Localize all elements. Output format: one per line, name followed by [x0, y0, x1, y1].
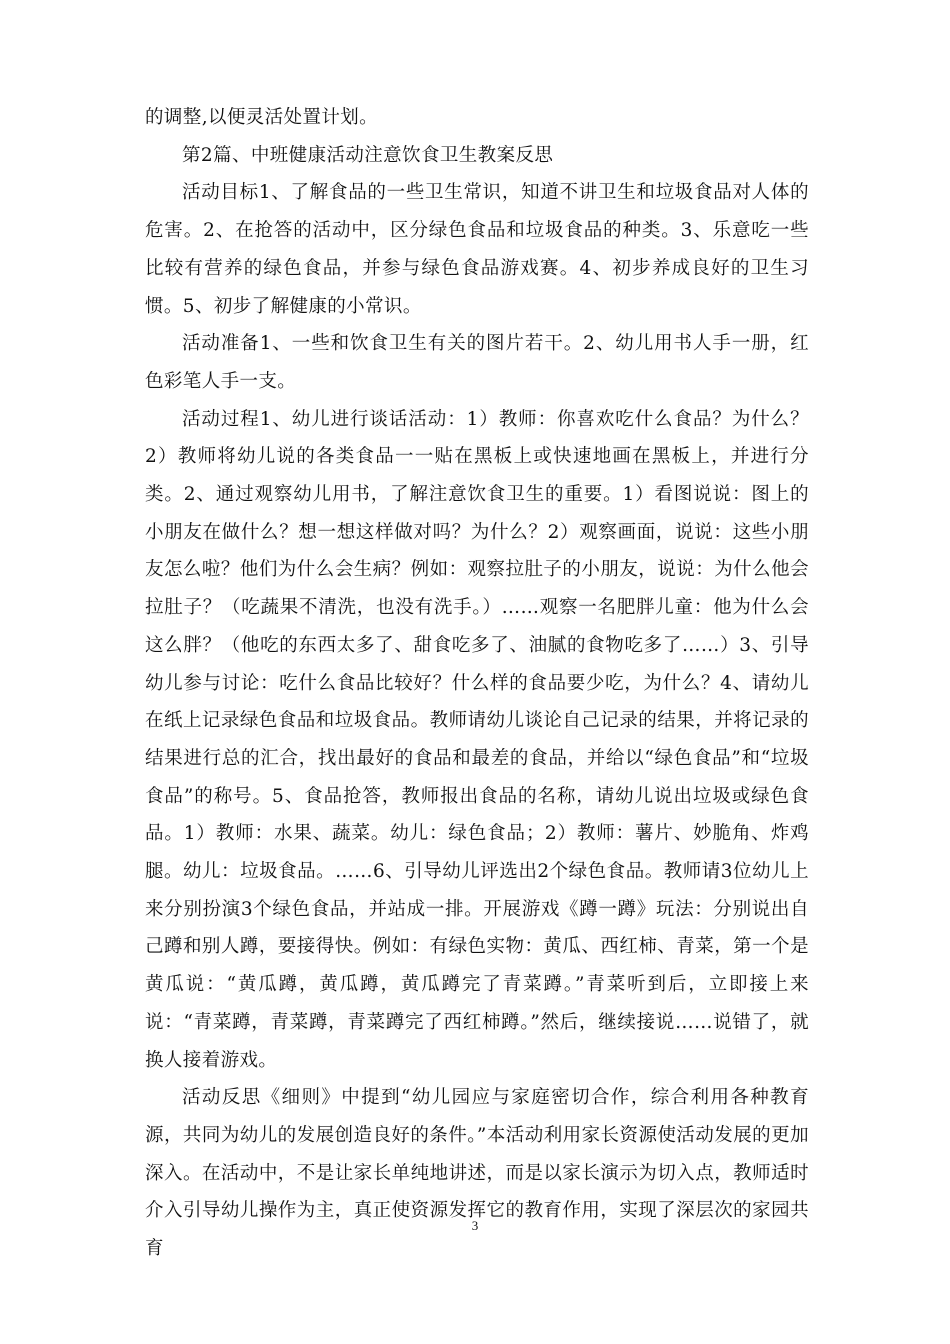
document-body	[145, 99, 809, 1268]
paragraph-continuation: 的调整,以便灵活处置计划。	[145, 107, 379, 128]
page-number: 3	[471, 1218, 479, 1233]
paragraph-activity-preparation: 活动准备1、一些和饮食卫生有关的图片若干。2、幼儿用书人手一册，红色彩笔人手一支。	[145, 333, 809, 392]
paragraph-activity-process: 活动过程1、幼儿进行谈话活动：1）教师：你喜欢吃什么食品？为什么？2）教师将幼儿说的各类食品一一贴在黑板上或快速地画在黑板上，并进行分类。2、通过观察幼儿用书，了解注意饮食卫生的重要。1）看图说说：图上的小朋友在做什么？想一想这样做对吗？为什么？2）观察画面，说说：这些小朋友怎么啦？他们为什么会生病？例如：观察拉肚子的小朋友，说说：为什么他会拉肚子？（吃蔬果不清洗，也没有洗手。）……观察一名肥胖儿童：他为什么会这么胖？（他吃的东西太多了、甜食吃多了、油腻的食物吃多了……）3、引导幼儿参与讨论：吃什么食品比较好？什么样的食品要少吃，为什么？4、请幼儿在纸上记录绿色食品和垃圾食品。教师请幼儿谈论自己记录的结果，并将记录的结果进行总的汇合，找出最好的食品和最差的食品，并给以“绿色食品”和“垃圾食品”的称号。5、食品抢答，教师报出食品的名称，请幼儿说出垃圾或绿色食品。1）教师：水果、蔬菜。幼儿：绿色食品；2）教师：薯片、妙脆角、炸鸡腿。幼儿：垃圾食品。……6、引导幼儿评选出2个绿色食品。教师请3位幼儿上来分别扮演3个绿色食品，并站成一排。开展游戏《蹲一蹲》玩法：分别说出自己蹲和别人蹲，要接得快。例如：有绿色实物：黄瓜、西红柿、青菜，第一个是黄瓜说：“黄瓜蹲，黄瓜蹲，黄瓜蹲完了青菜蹲。”青菜听到后，立即接上来说：“青菜蹲，青菜蹲，青菜蹲完了西红柿蹲。”然后，继续接说……说错了，就换人接着游戏。	[145, 408, 809, 1071]
section-heading: 第2篇、中班健康活动注意饮食卫生教案反思	[182, 144, 554, 166]
paragraph-activity-goals: 活动目标1、了解食品的一些卫生常识，知道不讲卫生和垃圾食品对人体的危害。2、在抢答的活动中，区分绿色食品和垃圾食品的种类。3、乐意吃一些比较有营养的绿色食品，并参与绿色食品游戏赛。4、初步养成良好的卫生习惯。5、初步了解健康的小常识。	[145, 182, 809, 317]
paragraph-activity-reflection: 活动反思《细则》中提到“幼儿园应与家庭密切合作，综合利用各种教育源，共同为幼儿的发展创造良好的条件。”本活动利用家长资源使活动发展的更加深入。在活动中，不是让家长单纯地讲述，而是以家长演示为切入点，教师适时介入引导幼儿操作为主，真正使资源发挥它的教育作用，实现了深层次的家园共育	[145, 1087, 809, 1260]
